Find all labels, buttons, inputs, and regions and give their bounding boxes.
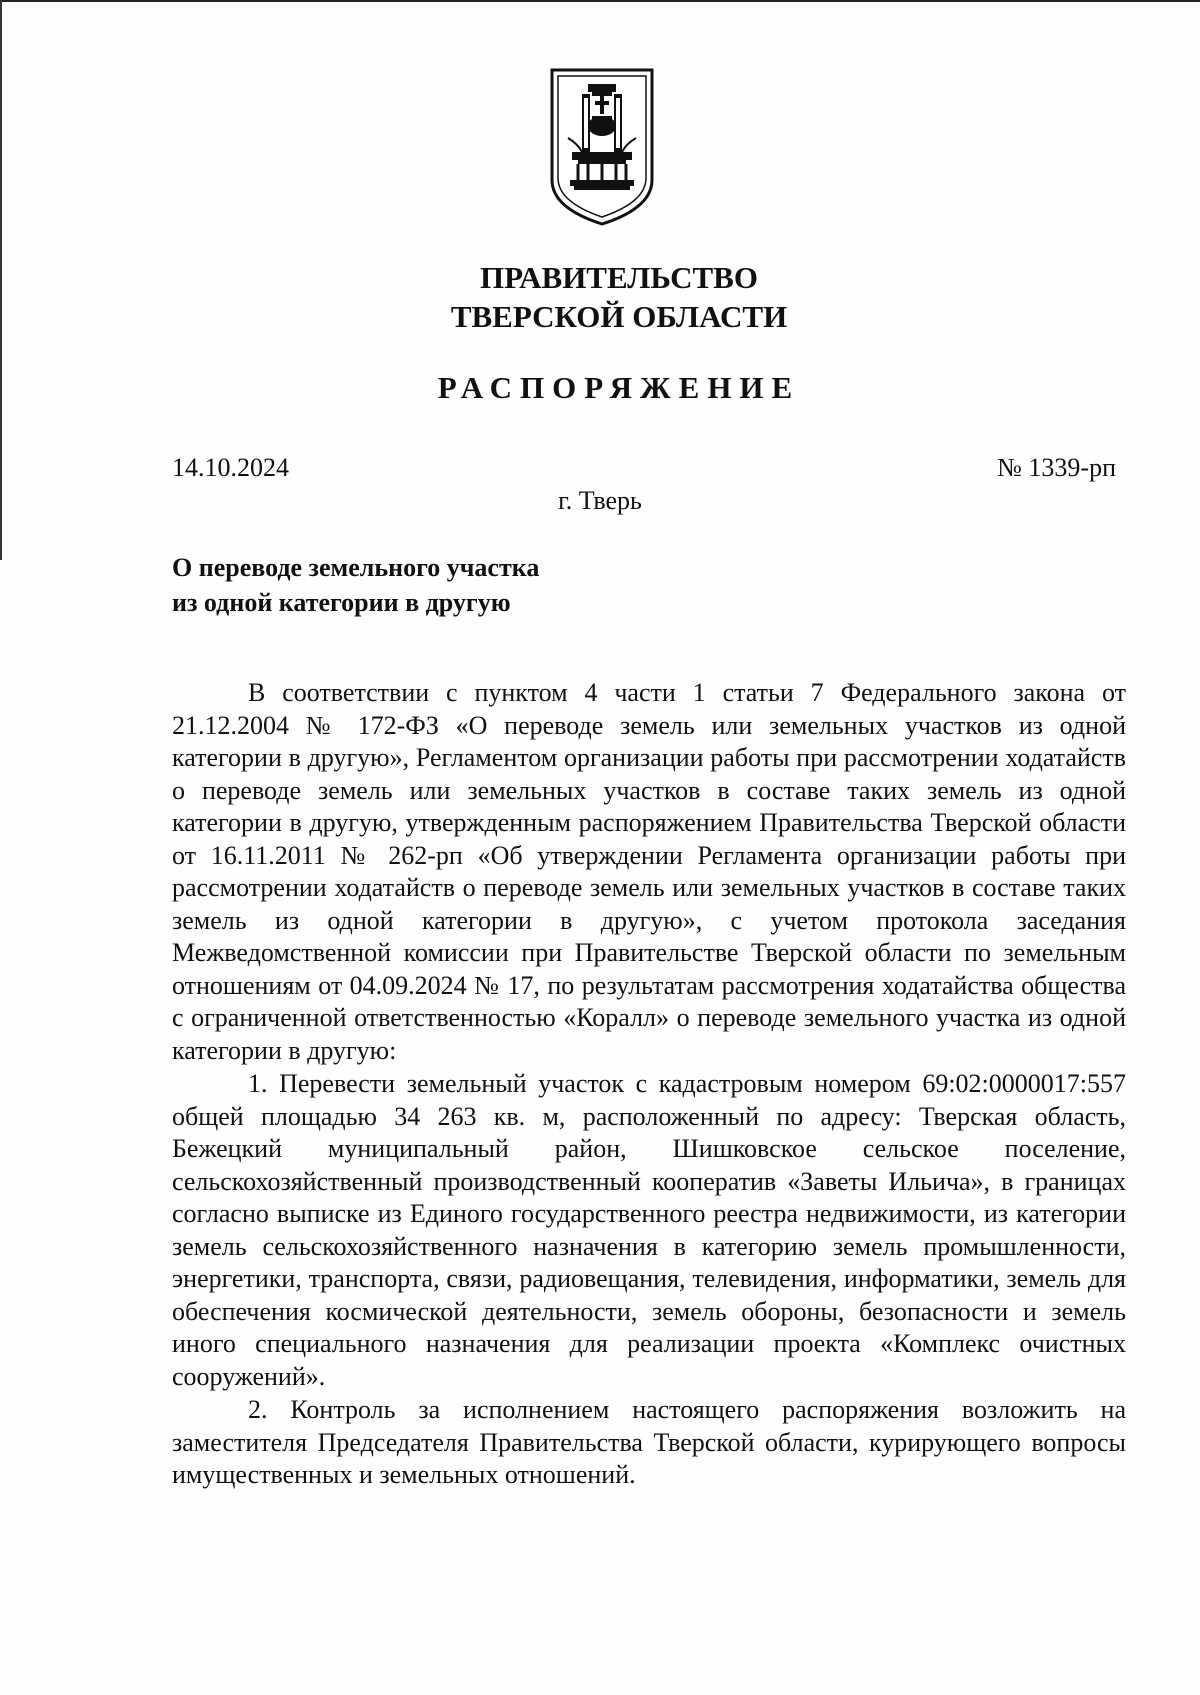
document-number: № 1339-рп (997, 453, 1116, 482)
government-title-line2: ТВЕРСКОЙ ОБЛАСТИ (450, 299, 788, 334)
document-city: г. Тверь (558, 486, 642, 515)
document-subject (172, 550, 539, 620)
government-title (0, 258, 1200, 336)
item-2-paragraph: 2. Контроль за исполнением настоящего распоряжения возложить на заместителя Председателя Правительства Тверской области, курирующего вопросы имущественных и земельных отношений. (172, 1395, 1126, 1489)
scan-edge-top (0, 0, 1200, 2)
subject-line2: из одной категории в другую (172, 588, 511, 617)
tver-coat-of-arms-icon (548, 68, 656, 226)
government-title-line1: ПРАВИТЕЛЬСТВО (480, 260, 758, 295)
preamble-paragraph: В соответствии с пунктом 4 части 1 статьи 7 Федерального закона от 21.12.2004 № 172-ФЗ «О переводе земель или земельных участков из одной категории в другую», Регламентом организации работы при рассмотрении ходатайств о переводе земель или земельных участков в составе таких земель из одной категории в другую, утвержденным распоряжением Правительства Тверской области от 16.11.2011 № 262-рп «Об утверждении Регламента организации работы при рассмотрении ходатайств о переводе земель или земельных участков в составе таких земель из одной категории в другую», с учетом протокола заседания Межведомственной комиссии при Правительстве Тверской области по земельным отношениям от 04.09.2024 № 17, по результатам рассмотрения ходатайства общества с ограниченной ответственностью «Коралл» о переводе земельного участка из одной категории в другую: (172, 678, 1126, 1065)
item-1-paragraph: 1. Перевести земельный участок с кадастровым номером 69:02:0000017:557 общей площадью 34 263 кв. м, расположенный по адресу: Тверская область, Бежецкий муниципальный район, Шишковское сельское поселение, сельскохозяйственный производственный кооператив «Заветы Ильича», в границах согласно выписке из Единого государственного реестра недвижимости, из категории земель сельскохозяйственного назначения в категорию земель промышленности, энергетики, транспорта, связи, радиовещания, телевидения, информатики, земель для обеспечения космической деятельности, земель обороны, безопасности и земель иного специального назначения для реализации проекта «Комплекс очистных сооружений». (172, 1069, 1126, 1391)
document-body (172, 677, 1126, 1492)
subject-line1: О переводе земельного участка (172, 553, 540, 582)
document-type: РАСПОРЯЖЕНИЕ (437, 370, 801, 405)
document-date: 14.10.2024 (172, 453, 289, 482)
